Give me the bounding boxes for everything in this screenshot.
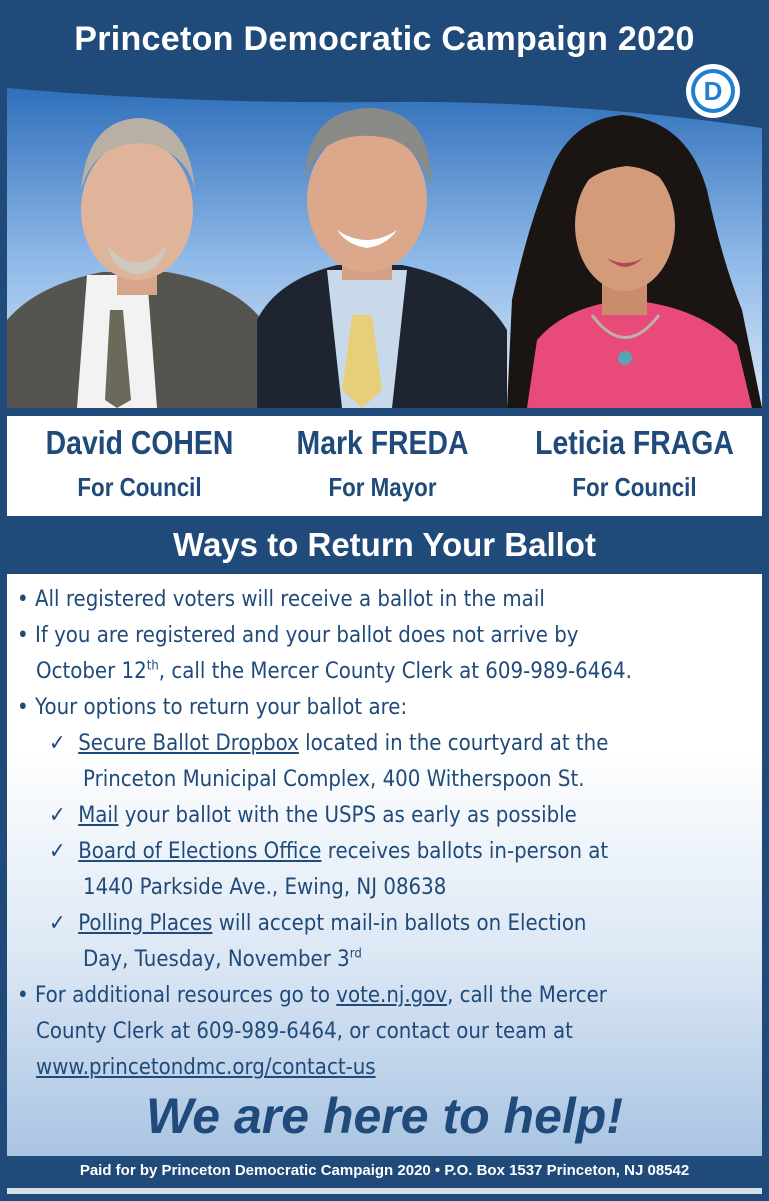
bullet-icon: • [17,983,29,1008]
bullet-continuation: County Clerk at 609-989-6464, or contact our team at [36,1019,573,1044]
bullet-icon: • [17,587,29,612]
bullet-icon: • [17,623,29,648]
checkmark-icon: ✓ [49,803,66,828]
candidate-role: For Mayor [328,472,437,502]
candidate-role: For Council [572,472,697,502]
bullet-icon: • [17,695,29,720]
check-item: ✓ Board of Elections Office receives ballots in-person at [49,834,608,870]
check-continuation: Day, Tuesday, November 3rd [83,946,362,972]
bullet-item: • If you are registered and your ballot does not arrive by [17,618,579,654]
checkmark-icon: ✓ [49,911,66,936]
checkmark-icon: ✓ [49,731,66,756]
bullet-item: • For additional resources go to vote.nj.gov, call the Mercer [17,978,607,1014]
candidate-card-fraga [507,416,762,516]
candidate-name: David COHEN [45,424,234,461]
paid-for-disclaimer: Paid for by Princeton Democratic Campaign 2020 • P.O. Box 1537 Princeton, NJ 08542 [79,1162,690,1179]
mail-link[interactable]: Mail [78,803,119,828]
check-continuation: 1440 Parkside Ave., Ewing, NJ 08638 [83,875,447,900]
candidate-name: Mark FREDA [296,424,469,461]
candidate-card-freda [255,416,510,516]
dropbox-link[interactable]: Secure Ballot Dropbox [78,731,299,756]
check-item: ✓ Mail your ballot with the USPS as early as possible [49,798,577,834]
check-continuation: Princeton Municipal Complex, 400 Witherspoon St. [83,767,585,792]
check-item: ✓ Secure Ballot Dropbox located in the courtyard at the [49,726,608,762]
candidate-name: Leticia FRAGA [535,424,734,461]
bullet-item: • Your options to return your ballot are: [17,690,407,726]
ballot-info-panel [7,574,762,1156]
bottom-divider [7,1188,762,1194]
section-title: Ways to Return Your Ballot [173,526,596,563]
candidate-names [7,416,762,516]
bullet-continuation: October 12th, call the Mercer County Clerk at 609-989-6464. [36,658,632,684]
logo-letter: D [703,76,723,106]
campaign-title: Princeton Democratic Campaign 2020 [74,20,695,58]
contact-us-link[interactable]: www.princetondmc.org/contact-us [36,1055,376,1080]
checkmark-icon: ✓ [49,839,66,864]
candidate-card-cohen [7,416,272,516]
candidate-role: For Council [77,472,202,502]
elections-office-link[interactable]: Board of Elections Office [78,839,322,864]
candidate-photos [7,80,762,408]
check-item: ✓ Polling Places will accept mail-in ballots on Election [49,906,586,942]
democrat-logo-icon [685,63,741,119]
help-slogan: We are here to help! [146,1088,623,1144]
vote-nj-link[interactable]: vote.nj.gov [336,983,448,1008]
bullet-item: • All registered voters will receive a ballot in the mail [17,582,545,618]
polling-places-link[interactable]: Polling Places [78,911,213,936]
bullet-continuation [36,1050,376,1086]
